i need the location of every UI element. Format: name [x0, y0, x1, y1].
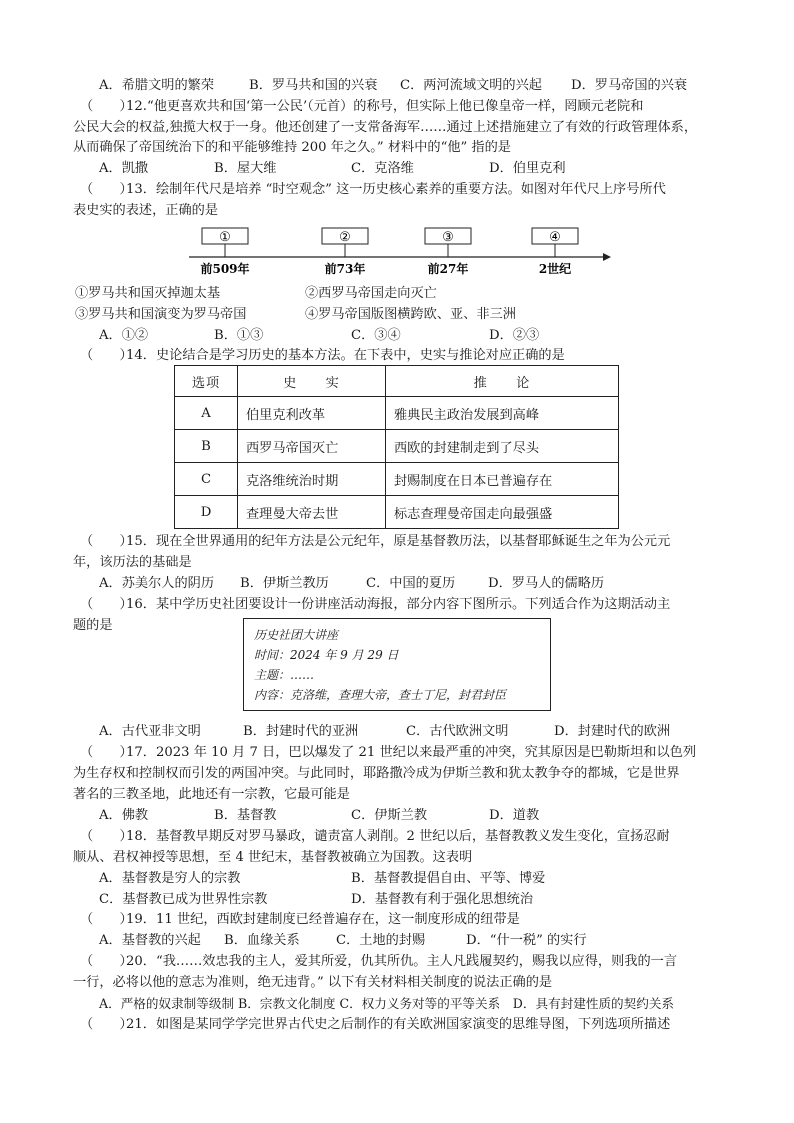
timeline-arrow-icon [603, 253, 611, 261]
timeline-mark-label: ② [339, 230, 351, 245]
q18-option-d: D．基督教有利于强化思想统治 [351, 892, 534, 907]
q16-option-c: C．古代欧洲文明 [406, 724, 509, 739]
timeline-year-label: 前73年 [324, 262, 366, 276]
answer-blank[interactable]: （ ） [80, 182, 133, 197]
table-header-inference: 推 论 [386, 366, 619, 397]
q13-option-b: B．①③ [214, 328, 264, 343]
q19-stem: （ ）19．11 世纪，西欧封建制度已经普遍存在，这一制度形成的纽带是 [80, 910, 520, 930]
table-row: D 查理曼大帝去世 标志查理曼帝国走向最强盛 [175, 496, 619, 529]
q18-option-b: B．基督教提倡自由、平等、博爱 [351, 871, 546, 886]
q20-stem-line1: （ ）20．“我……效忠我的主人，爱其所爱，仇其所仇。主人凡践履契约，赐我以应得，则我的一言 [80, 952, 677, 972]
q18-option-a: A．基督教是穷人的宗教 [99, 871, 241, 886]
timeline-mark-label: ④ [549, 230, 561, 245]
q15-option-a: A．苏美尔人的阴历 [99, 576, 215, 591]
q16-option-b: B．封建时代的亚洲 [243, 724, 359, 739]
q12-stem-line3: 从而确保了帝国统治下的和平能够维持 200 年之久。” 材料中的“他” 指的是 [73, 140, 511, 155]
q15-option-c: C．中国的夏历 [366, 576, 456, 591]
q15-option-b: B．伊斯兰教历 [240, 576, 329, 591]
q18-stem-line1: （ ）18．基督教早期反对罗马暴政，谴责富人剥削。2 世纪以后，基督教教义发生变化，宣扬忍耐 [80, 827, 670, 847]
q13-option-c: C．③④ [351, 328, 401, 343]
answer-blank[interactable]: （ ） [80, 597, 133, 612]
q19-option-d: D．“什一税” 的实行 [466, 933, 587, 948]
answer-blank[interactable]: （ ） [80, 348, 133, 363]
q13-statement-2: ②西罗马帝国走向灭亡 [305, 286, 437, 301]
timeline-mark-label: ① [219, 230, 231, 245]
q21-stem-line1: （ ）21．如图是某同学学完世界古代史之后制作的有关欧洲国家演变的思维导图，下列选项所描述 [80, 1015, 670, 1035]
timeline-year-label: 前509年 [200, 262, 250, 276]
q20-stem-line2: 一行，必将以他的意志为准则，绝无违背。” 以下有关材料相关制度的说法正确的是 [73, 975, 553, 990]
q16-option-a: A．古代亚非文明 [99, 724, 201, 739]
answer-blank[interactable]: （ ） [80, 99, 133, 114]
q11-option-d: D．罗马帝国的兴衰 [571, 78, 688, 93]
q13-stem-line1: （ ）13．绘制年代尺是培养 “时空观念” 这一历史核心素养的重要方法。如图对年代尺上序号所代 [80, 180, 666, 200]
lecture-poster [243, 618, 551, 711]
q12-option-c: C．克洛维 [351, 161, 414, 176]
q16-option-d: D．封建时代的欧洲 [554, 724, 671, 739]
q16-stem-line1: （ ）16．某中学历史社团要设计一份讲座活动海报，部分内容下图所示。下列适合作为这期活动主 [80, 595, 670, 615]
timeline-mark-3 [425, 228, 471, 276]
evidence-table [174, 365, 619, 529]
q13-statement-4: ④罗马帝国版图横跨欧、亚、非三洲 [305, 307, 516, 322]
timeline-year-label: 2世纪 [538, 262, 572, 276]
q17-option-d: D．道教 [489, 808, 540, 823]
q17-stem-line1: （ ）17．2023 年 10 月 7 日，巴以爆发了 21 世纪以来最严重的冲突，究其原因是巴勒斯坦和以色列 [80, 743, 696, 763]
poster-topic: 主题：…… [254, 668, 315, 682]
q17-option-c: C．伊斯兰教 [351, 808, 428, 823]
q17-option-a: A．佛教 [99, 808, 149, 823]
answer-blank[interactable]: （ ） [80, 745, 133, 760]
q11-option-c: C．两河流域文明的兴起 [400, 78, 542, 93]
q12-stem-line1: （ ）12.“他更喜欢共和国‘第一公民’（元首）的称号，但实际上他已像皇帝一样，罔顾元老院和 [80, 97, 643, 117]
answer-blank[interactable]: （ ） [80, 1017, 133, 1032]
timeline-chart [185, 224, 615, 280]
q16-stem-line2: 题的是 [73, 618, 113, 633]
timeline-mark-label: ③ [442, 230, 454, 245]
q13-option-a: A．①② [99, 328, 149, 343]
q11-option-a: A．希腊文明的繁荣 [99, 78, 215, 93]
q13-statement-3: ③罗马共和国演变为罗马帝国 [75, 307, 247, 322]
answer-blank[interactable]: （ ） [80, 912, 133, 927]
table-row: B 西罗马帝国灭亡 西欧的封建制走到了尽头 [175, 430, 619, 463]
q17-stem-line3: 著名的三教圣地，此地还有一宗教，它最可能是 [73, 787, 350, 802]
answer-blank[interactable]: （ ） [80, 954, 133, 969]
table-header-row [175, 366, 619, 397]
timeline-year-label: 前27年 [427, 262, 469, 276]
q13-statement-1: ①罗马共和国灭掉迦太基 [75, 286, 221, 301]
q12-stem-line2: 公民大会的权益,独揽大权于一身。他还创建了一支常备海军……通过上述措施建立了有效的行政管理体系， [73, 120, 698, 135]
q12-option-d: D．伯里克利 [489, 161, 566, 176]
poster-title: 历史社团大讲座 [254, 628, 339, 642]
table-header-fact: 史 实 [238, 366, 386, 397]
q15-option-d: D．罗马人的儒略历 [488, 576, 605, 591]
table-row: C 克洛维统治时期 封赐制度在日本已普遍存在 [175, 463, 619, 496]
poster-content: 内容：克洛维，查理大帝，查士丁尼，封君封臣 [254, 688, 507, 702]
q13-stem-line2: 表史实的表述，正确的是 [73, 203, 219, 218]
q18-stem-line2: 顺从、君权神授等思想，至 4 世纪末，基督教被确立为国教。这表明 [73, 850, 473, 865]
poster-time: 时间：2024 年 9 月 29 日 [254, 648, 399, 662]
q13-option-d: D．②③ [489, 328, 540, 343]
table-row: A 伯里克利改革 雅典民主政治发展到高峰 [175, 397, 619, 430]
q12-option-a: A．凯撒 [99, 161, 149, 176]
q18-option-c: C．基督教已成为世界性宗教 [99, 892, 268, 907]
q17-option-b: B．基督教 [214, 808, 277, 823]
timeline-mark-2 [322, 228, 368, 276]
answer-blank[interactable]: （ ） [80, 829, 133, 844]
q12-option-b: B．屋大维 [214, 161, 277, 176]
q11-option-b: B．罗马共和国的兴衰 [249, 78, 378, 93]
q15-stem-line1: （ ）15．现在全世界通用的纪年方法是公元纪年，原是基督教历法，以基督耶稣诞生之年为公元元 [80, 532, 670, 552]
answer-blank[interactable]: （ ） [80, 534, 133, 549]
q19-option-a: A．基督教的兴起 [99, 933, 201, 948]
q17-stem-line2: 为生存权和控制权而引发的两国冲突。与此同时，耶路撒冷成为伊斯兰教和犹太教争夺的都城，它是世界 [73, 766, 680, 781]
table-header-option: 选项 [175, 366, 238, 397]
timeline-mark-4 [532, 228, 578, 276]
q14-stem: （ ）14．史论结合是学习历史的基本方法。在下表中，史实与推论对应正确的是 [80, 346, 565, 366]
q20-options: A．严格的奴隶制等级制 B．宗教文化制度 C．权力义务对等的平等关系 D．具有封建性质的契约关系 [99, 996, 675, 1011]
q19-option-c: C．土地的封赐 [336, 933, 426, 948]
q19-option-b: B．血缘关系 [224, 933, 300, 948]
q15-stem-line2: 年，该历法的基础是 [73, 555, 192, 570]
timeline-mark-1 [200, 228, 249, 276]
